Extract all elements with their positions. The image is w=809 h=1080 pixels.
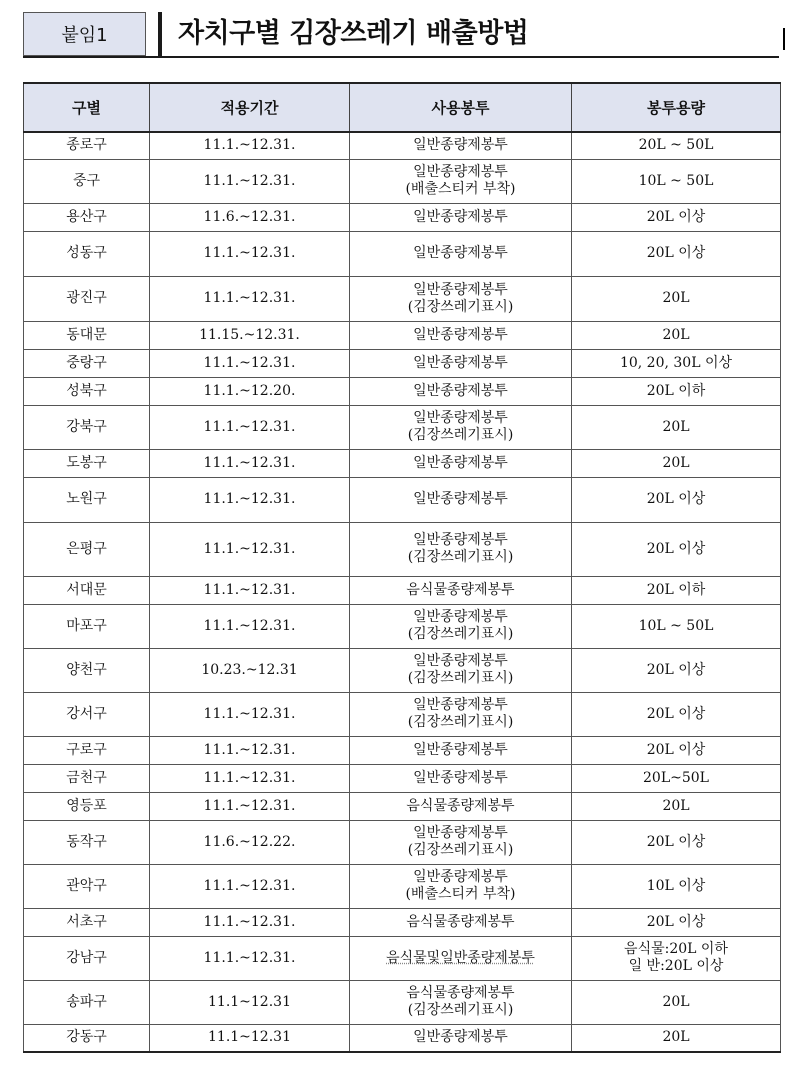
table-row	[24, 349, 781, 377]
bag-cell-line: 일반종량제봉투	[413, 825, 508, 841]
bag-cell-line: 일반종량제봉투	[413, 491, 508, 507]
capacity-cell	[572, 349, 781, 377]
district-cell: 성북구	[24, 377, 150, 405]
district-cell: 은평구	[24, 522, 150, 576]
table-row	[24, 276, 781, 321]
period-cell: 11.1.~12.31.	[150, 132, 350, 159]
table-row	[24, 522, 781, 576]
period-cell: 10.23.~12.31	[150, 648, 350, 692]
district-cell: 종로구	[24, 132, 150, 159]
table-row	[24, 377, 781, 405]
column-header-district: 구별	[24, 83, 150, 132]
capacity-cell-line: 20L 이상	[646, 208, 706, 225]
table-row	[24, 936, 781, 980]
capacity-cell-line: 10L 이상	[646, 877, 706, 894]
capacity-cell-line: 10, 20, 30L 이상	[619, 354, 733, 371]
table-row	[24, 792, 781, 820]
bag-cell-line: (김장쓰레기표시)	[407, 842, 514, 858]
table-row	[24, 132, 781, 159]
capacity-cell-line: 20L 이하	[646, 382, 706, 399]
capacity-cell	[572, 692, 781, 736]
capacity-cell	[572, 736, 781, 764]
bag-cell-line: 일반종량제봉투	[413, 354, 508, 371]
district-cell: 성동구	[24, 231, 150, 276]
bag-cell	[350, 936, 572, 980]
bag-cell-line: 일반종량제봉투	[413, 208, 508, 225]
bag-cell	[350, 132, 572, 159]
district-cell: 중구	[24, 159, 150, 203]
bag-cell	[350, 522, 572, 576]
capacity-cell	[572, 820, 781, 864]
capacity-cell-line: 일 반:20L 이상	[628, 958, 724, 974]
table-row	[24, 1024, 781, 1052]
bag-cell	[350, 349, 572, 377]
bag-cell	[350, 203, 572, 231]
bag-cell	[350, 405, 572, 449]
capacity-cell-line: 20L	[662, 993, 690, 1010]
table-row	[24, 764, 781, 792]
document-title: 자치구별 김장쓰레기 배출방법	[178, 18, 529, 49]
capacity-cell-line: 20L 이상	[646, 661, 706, 678]
bag-cell-line: 일반종량제봉투	[413, 769, 508, 786]
table-row	[24, 820, 781, 864]
capacity-cell-line: 20L	[662, 418, 690, 435]
bag-cell	[350, 159, 572, 203]
bag-cell-line: 일반종량제봉투	[413, 410, 508, 426]
table-header-row	[24, 83, 781, 132]
bag-cell	[350, 449, 572, 477]
bag-cell-line: (김장쓰레기표시)	[407, 626, 514, 642]
bag-cell-line: 음식물종량제봉투	[406, 797, 515, 814]
district-cell: 용산구	[24, 203, 150, 231]
capacity-cell	[572, 522, 781, 576]
table-row	[24, 736, 781, 764]
district-cell: 영등포	[24, 792, 150, 820]
capacity-cell	[572, 321, 781, 349]
capacity-cell-line: 20L 이하	[646, 581, 706, 598]
bag-cell-line: 일반종량제봉투	[413, 653, 508, 669]
bag-cell-line: (김장쓰레기표시)	[407, 670, 514, 686]
period-cell: 11.1.~12.31.	[150, 576, 350, 604]
table-row	[24, 908, 781, 936]
column-header-capacity: 봉투용량	[572, 83, 781, 132]
capacity-cell-line: 10L ~ 50L	[638, 172, 714, 189]
capacity-cell-line: 20L	[662, 1029, 690, 1046]
bag-cell-line: 일반종량제봉투	[413, 609, 508, 625]
period-cell: 11.1~12.31	[150, 980, 350, 1024]
bag-cell	[350, 231, 572, 276]
capacity-cell	[572, 276, 781, 321]
period-cell: 11.1.~12.31.	[150, 405, 350, 449]
period-cell: 11.1.~12.31.	[150, 477, 350, 522]
capacity-cell	[572, 980, 781, 1024]
period-cell: 11.1.~12.31.	[150, 764, 350, 792]
period-cell: 11.6.~12.31.	[150, 203, 350, 231]
capacity-cell	[572, 159, 781, 203]
district-cell: 동대문	[24, 321, 150, 349]
bag-cell-line: 음식물및일반종량제봉투	[386, 949, 535, 966]
capacity-cell	[572, 648, 781, 692]
period-cell: 11.1.~12.31.	[150, 792, 350, 820]
bag-cell-line: 음식물종량제봉투	[406, 985, 515, 1001]
bag-cell-line: 일반종량제봉투	[413, 164, 508, 180]
bag-cell-line: 일반종량제봉투	[413, 1029, 508, 1046]
document-header	[23, 12, 779, 58]
capacity-cell	[572, 203, 781, 231]
period-cell: 11.1.~12.31.	[150, 349, 350, 377]
bag-cell-line: 일반종량제봉투	[413, 382, 508, 399]
district-cell: 강서구	[24, 692, 150, 736]
capacity-cell-line: 20L 이상	[646, 833, 706, 850]
capacity-cell-line: 20L	[662, 326, 690, 343]
district-cell: 송파구	[24, 980, 150, 1024]
bag-cell	[350, 604, 572, 648]
district-cell: 서대문	[24, 576, 150, 604]
bag-cell-line: (김장쓰레기표시)	[407, 1002, 514, 1018]
bag-cell-line: (배출스티커 부착)	[405, 886, 516, 902]
text-cursor	[783, 28, 785, 50]
capacity-cell	[572, 377, 781, 405]
period-cell: 11.6.~12.22.	[150, 820, 350, 864]
bag-cell	[350, 764, 572, 792]
table-body	[24, 132, 781, 1052]
bag-cell	[350, 692, 572, 736]
bag-cell-line: (김장쓰레기표시)	[407, 298, 514, 315]
bag-cell	[350, 864, 572, 908]
table-row	[24, 159, 781, 203]
table-row	[24, 604, 781, 648]
table-row	[24, 405, 781, 449]
district-cell: 강남구	[24, 936, 150, 980]
bag-cell	[350, 576, 572, 604]
table-row	[24, 231, 781, 276]
bag-cell	[350, 276, 572, 321]
capacity-cell-line: 20L 이상	[646, 705, 706, 722]
bag-cell	[350, 1024, 572, 1052]
bag-cell-line: 일반종량제봉투	[413, 741, 508, 758]
table-row	[24, 864, 781, 908]
district-cell: 금천구	[24, 764, 150, 792]
bag-cell-line: (김장쓰레기표시)	[407, 427, 514, 443]
district-cell: 강동구	[24, 1024, 150, 1052]
table-row	[24, 648, 781, 692]
table-row	[24, 692, 781, 736]
period-cell: 11.1.~12.31.	[150, 522, 350, 576]
district-cell: 중랑구	[24, 349, 150, 377]
district-cell: 강북구	[24, 405, 150, 449]
capacity-cell-line: 20L	[662, 454, 690, 471]
table-row	[24, 980, 781, 1024]
district-cell: 관악구	[24, 864, 150, 908]
bag-cell-line: (배출스티커 부착)	[405, 181, 516, 197]
bag-cell-line: 일반종량제봉투	[413, 532, 508, 548]
district-cell: 구로구	[24, 736, 150, 764]
bag-cell	[350, 736, 572, 764]
bag-cell-line: 음식물종량제봉투	[406, 581, 515, 598]
district-cell: 마포구	[24, 604, 150, 648]
capacity-cell	[572, 864, 781, 908]
header-separator	[158, 12, 162, 56]
bag-cell-line: (김장쓰레기표시)	[407, 714, 514, 730]
capacity-cell	[572, 908, 781, 936]
period-cell: 11.1.~12.20.	[150, 377, 350, 405]
bag-cell-line: 일반종량제봉투	[413, 869, 508, 885]
capacity-cell	[572, 936, 781, 980]
bag-cell	[350, 820, 572, 864]
capacity-cell-line: 20L 이상	[646, 540, 706, 557]
period-cell: 11.1.~12.31.	[150, 449, 350, 477]
capacity-cell-line: 20L 이상	[646, 741, 706, 758]
period-cell: 11.1.~12.31.	[150, 276, 350, 321]
attachment-badge: 붙임1	[23, 12, 146, 56]
bag-cell-line: 일반종량제봉투	[413, 281, 508, 298]
district-cell: 도봉구	[24, 449, 150, 477]
table-row	[24, 576, 781, 604]
table-row	[24, 477, 781, 522]
bag-cell-line: 음식물종량제봉투	[406, 913, 515, 930]
period-cell: 11.1.~12.31.	[150, 908, 350, 936]
capacity-cell-line: 20L 이상	[646, 491, 706, 507]
capacity-cell-line: 20L	[662, 290, 690, 306]
capacity-cell	[572, 405, 781, 449]
capacity-cell	[572, 449, 781, 477]
capacity-cell	[572, 604, 781, 648]
capacity-cell	[572, 231, 781, 276]
capacity-cell	[572, 576, 781, 604]
district-cell: 양천구	[24, 648, 150, 692]
district-cell: 서초구	[24, 908, 150, 936]
district-cell: 동작구	[24, 820, 150, 864]
capacity-cell-line: 20L	[662, 797, 690, 814]
period-cell: 11.1~12.31	[150, 1024, 350, 1052]
capacity-cell	[572, 764, 781, 792]
bag-cell	[350, 648, 572, 692]
bag-cell	[350, 377, 572, 405]
period-cell: 11.15.~12.31.	[150, 321, 350, 349]
bag-cell	[350, 792, 572, 820]
bag-cell-line: 일반종량제봉투	[413, 137, 508, 154]
bag-cell	[350, 321, 572, 349]
capacity-cell-line: 음식물:20L 이하	[624, 941, 728, 957]
table-row	[24, 449, 781, 477]
bag-cell	[350, 908, 572, 936]
bag-cell	[350, 477, 572, 522]
period-cell: 11.1.~12.31.	[150, 864, 350, 908]
capacity-cell-line: 20L~50L	[643, 769, 709, 786]
column-header-bag: 사용봉투	[350, 83, 572, 132]
capacity-cell-line: 10L ~ 50L	[638, 617, 714, 634]
bag-cell	[350, 980, 572, 1024]
bag-cell-line: 일반종량제봉투	[413, 326, 508, 343]
table-row	[24, 321, 781, 349]
capacity-cell	[572, 132, 781, 159]
district-cell: 노원구	[24, 477, 150, 522]
period-cell: 11.1.~12.31.	[150, 736, 350, 764]
disposal-table	[23, 82, 781, 1053]
capacity-cell-line: 20L 이상	[646, 913, 706, 930]
period-cell: 11.1.~12.31.	[150, 604, 350, 648]
capacity-cell	[572, 1024, 781, 1052]
table-row	[24, 203, 781, 231]
bag-cell-line: 일반종량제봉투	[413, 454, 508, 471]
period-cell: 11.1.~12.31.	[150, 231, 350, 276]
bag-cell-line: (김장쓰레기표시)	[407, 549, 514, 565]
capacity-cell	[572, 477, 781, 522]
bag-cell-line: 일반종량제봉투	[413, 697, 508, 713]
district-cell: 광진구	[24, 276, 150, 321]
period-cell: 11.1.~12.31.	[150, 159, 350, 203]
period-cell: 11.1.~12.31.	[150, 692, 350, 736]
period-cell: 11.1.~12.31.	[150, 936, 350, 980]
capacity-cell	[572, 792, 781, 820]
capacity-cell-line: 20L ~ 50L	[638, 137, 714, 154]
bag-cell-line: 일반종량제봉투	[413, 245, 508, 261]
capacity-cell-line: 20L 이상	[646, 245, 706, 261]
column-header-period: 적용기간	[150, 83, 350, 132]
